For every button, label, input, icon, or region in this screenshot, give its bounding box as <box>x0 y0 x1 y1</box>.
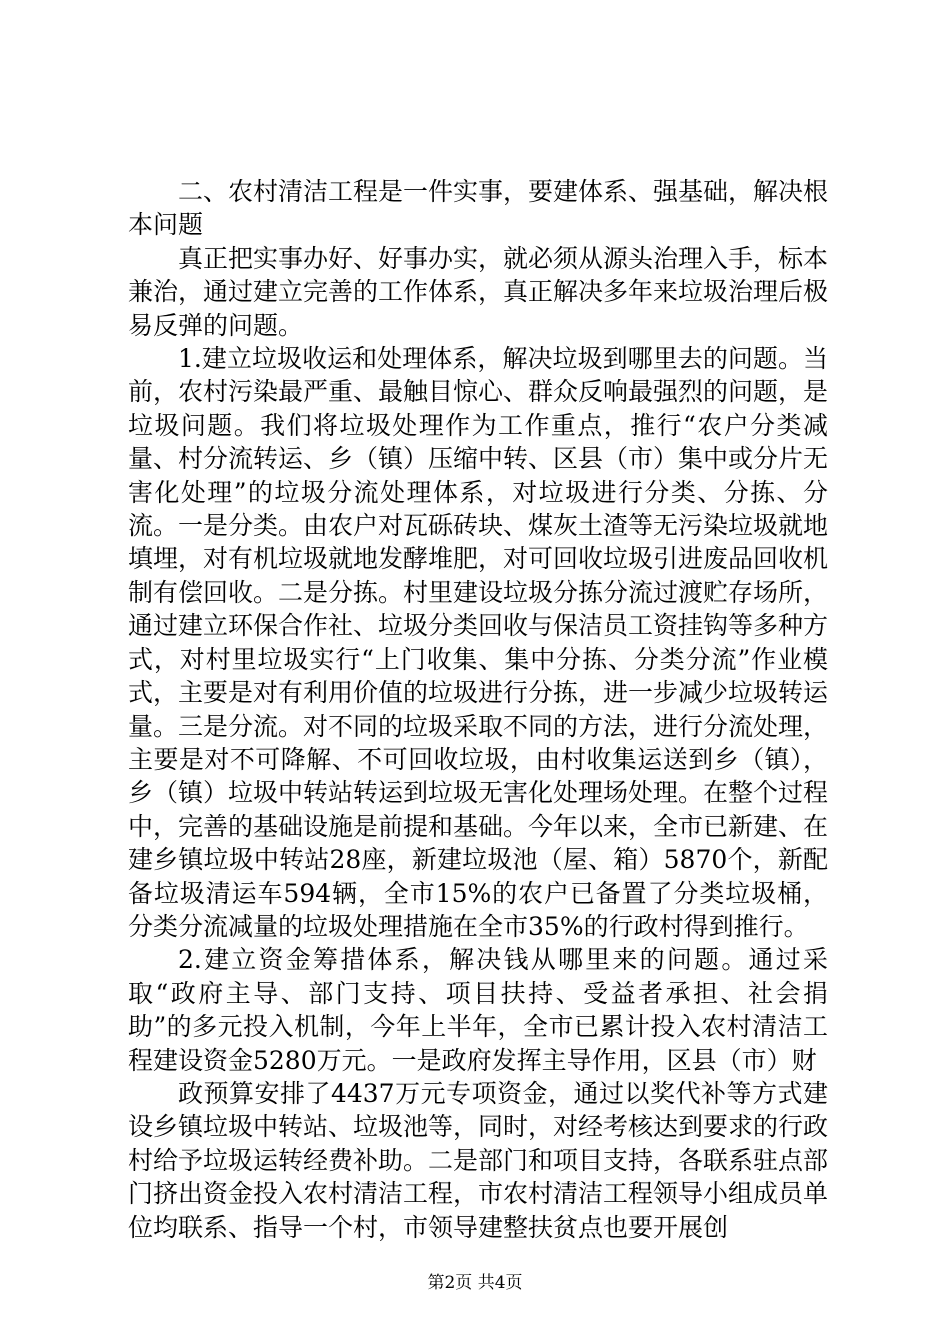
paragraph-intro: 真正把实事办好、好事办实，就必须从源头治理入手，标本兼治，通过建立完善的工作体系，真正解决多年来垃圾治理后极易反弹的问题。 <box>128 243 829 340</box>
paragraph-budget: 政预算安排了4437万元专项资金，通过以奖代补等方式建设乡镇垃圾中转站、垃圾池等，同时，对经考核达到要求的行政村给予垃圾运转经费补助。二是部门和项目支持，各联系驻点部门挤出资金投入农村清洁工程，市农村清洁工程领导小组成员单位均联系、指导一个村，市领导建整扶贫点也要开展创 <box>128 1078 829 1242</box>
paragraph-waste-system: 1.建立垃圾收运和处理体系，解决垃圾到哪里去的问题。当前，农村污染最严重、最触目惊心、群众反响最强烈的问题，是垃圾问题。我们将垃圾处理作为工作重点，推行“农户分类减量、村分流转运、乡（镇）压缩中转、区县（市）集中或分片无害化处理”的垃圾分流处理体系，对垃圾进行分类、分拣、分流。一是分类。由农户对瓦砾砖块、煤灰土渣等无污染垃圾就地填埋，对有机垃圾就地发酵堆肥，对可回收垃圾引进废品回收机制有偿回收。二是分拣。村里建设垃圾分拣分流过渡贮存场所，通过建立环保合作社、垃圾分类回收与保洁员工资挂钩等多种方式，对村里垃圾实行“上门收集、集中分拣、分类分流”作业模式，主要是对有利用价值的垃圾进行分拣，进一步减少垃圾转运量。三是分流。对不同的垃圾采取不同的方法，进行分流处理，主要是对不可降解、不可回收垃圾，由村收集运送到乡（镇），乡（镇）垃圾中转站转运到垃圾无害化处理场处理。在整个过程中，完善的基础设施是前提和基础。今年以来，全市已新建、在建乡镇垃圾中转站28座，新建垃圾池（屋、箱）5870个，新配备垃圾清运车594辆，全市15%的农户已备置了分类垃圾桶，分类分流减量的垃圾处理措施在全市35%的行政村得到推行。 <box>128 344 829 941</box>
document-body <box>128 175 828 1244</box>
paragraph-funding-system: 2.建立资金筹措体系，解决钱从哪里来的问题。通过采取“政府主导、部门支持、项目扶持、受益者承担、社会捐助”的多元投入机制，今年上半年，全市已累计投入农村清洁工程建设资金5280万元。一是政府发挥主导作用，区县（市）财 <box>128 945 828 1075</box>
section-heading: 二、农村清洁工程是一件实事，要建体系、强基础，解决根本问题 <box>128 177 829 240</box>
page-number-footer: 第2页 共4页 <box>427 1273 523 1293</box>
